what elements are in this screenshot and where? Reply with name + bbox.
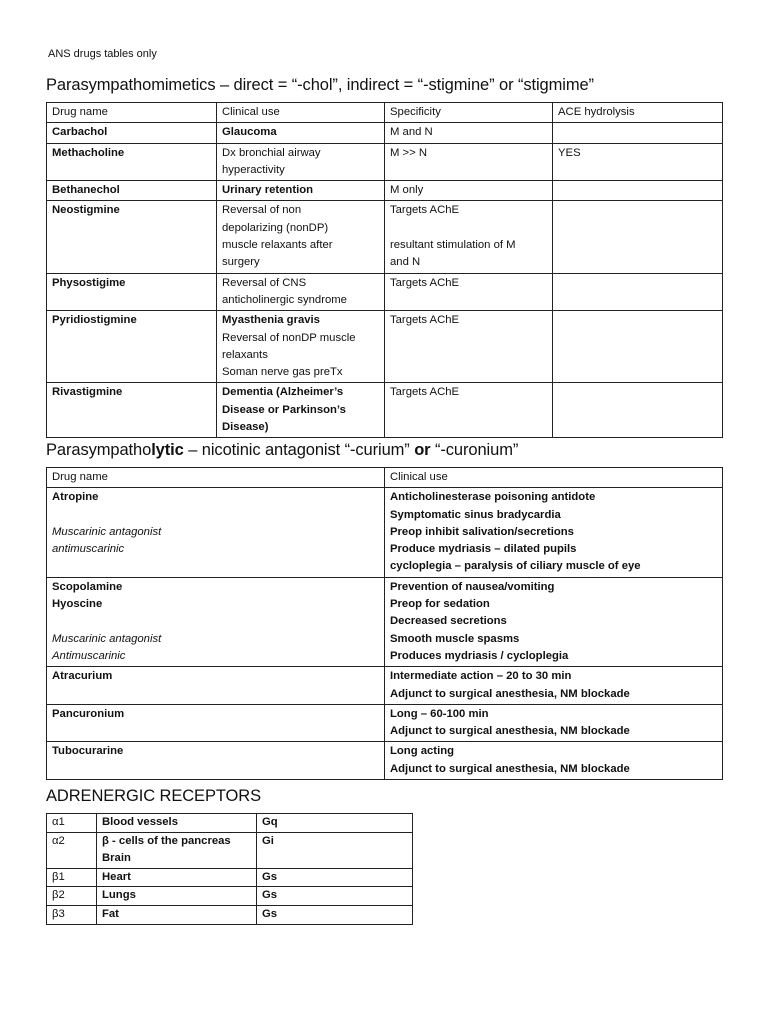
- ace-hydrolysis: [553, 123, 723, 143]
- drug-name: Tubocurarine: [47, 742, 385, 780]
- table-row: [47, 814, 413, 833]
- g-protein: Gs: [257, 887, 413, 906]
- drug-name: Carbachol: [47, 123, 217, 143]
- clinical-use: Myasthenia gravis Reversal of nonDP muscle relaxants Soman nerve gas preTx: [217, 311, 385, 383]
- g-protein: Gq: [257, 814, 413, 833]
- clinical-use: Glaucoma: [217, 123, 385, 143]
- drug-name: Neostigmine: [47, 201, 217, 273]
- table-row: [47, 905, 413, 924]
- table-row: [47, 742, 723, 780]
- ace-hydrolysis: [553, 311, 723, 383]
- table-row: [47, 704, 723, 742]
- drug-name: Pyridiostigmine: [47, 311, 217, 383]
- location: Lungs: [97, 887, 257, 906]
- table-row: [47, 143, 723, 181]
- drug-name: Physostigime: [47, 273, 217, 311]
- clinical-use: Reversal of CNS anticholinergic syndrome: [217, 273, 385, 311]
- receptor: α2: [47, 832, 97, 868]
- adrenergic-receptors-table: [46, 813, 413, 925]
- clinical-use: Long – 60-100 min Adjunct to surgical anesthesia, NM blockade: [385, 704, 723, 742]
- specificity: M >> N: [385, 143, 553, 181]
- g-protein: Gs: [257, 868, 413, 887]
- table-row: [47, 868, 413, 887]
- ace-hydrolysis: YES: [553, 143, 723, 181]
- drug-name: Bethanechol: [47, 181, 217, 201]
- header-clinical-use: Clinical use: [385, 468, 723, 488]
- specificity: M only: [385, 181, 553, 201]
- receptor: β1: [47, 868, 97, 887]
- table-row: [47, 181, 723, 201]
- table-row: [47, 887, 413, 906]
- location: Heart: [97, 868, 257, 887]
- table-header-row: [47, 468, 723, 488]
- section1-title: Parasympathomimetics – direct = “-chol”, indirect = “-stigmine” or “stigmime”: [46, 76, 594, 94]
- clinical-use: Prevention of nausea/vomiting Preop for sedation Decreased secretions Smooth muscle spasms Produces mydriasis / cycloplegia: [385, 577, 723, 666]
- document-caption: ANS drugs tables only: [48, 48, 157, 60]
- specificity: Targets AChE resultant stimulation of M and N: [385, 201, 553, 273]
- section2-title: Parasympatholytic – nicotinic antagonist “-curium” or “-curonium”: [46, 441, 519, 459]
- drug-name: Methacholine: [47, 143, 217, 181]
- section3-title: ADRENERGIC RECEPTORS: [46, 787, 261, 805]
- parasympathomimetics-table: [46, 102, 723, 438]
- ace-hydrolysis: [553, 273, 723, 311]
- ace-hydrolysis: [553, 181, 723, 201]
- parasympatholytics-table: [46, 467, 723, 780]
- clinical-use: Urinary retention: [217, 181, 385, 201]
- table-row: [47, 123, 723, 143]
- clinical-use: Dx bronchial airway hyperactivity: [217, 143, 385, 181]
- location: Blood vessels: [97, 814, 257, 833]
- clinical-use: Long acting Adjunct to surgical anesthesia, NM blockade: [385, 742, 723, 780]
- table-row: [47, 667, 723, 705]
- header-specificity: Specificity: [385, 103, 553, 123]
- clinical-use: Reversal of non depolarizing (nonDP) muscle relaxants after surgery: [217, 201, 385, 273]
- ace-hydrolysis: [553, 383, 723, 438]
- header-ace-hydrolysis: ACE hydrolysis: [553, 103, 723, 123]
- header-drug-name: Drug name: [47, 468, 385, 488]
- table-row: [47, 832, 413, 868]
- specificity: Targets AChE: [385, 311, 553, 383]
- g-protein: Gi: [257, 832, 413, 868]
- specificity: Targets AChE: [385, 383, 553, 438]
- specificity: Targets AChE: [385, 273, 553, 311]
- clinical-use: Dementia (Alzheimer’s Disease or Parkinson’s Disease): [217, 383, 385, 438]
- receptor: β3: [47, 905, 97, 924]
- location: β - cells of the pancreas Brain: [97, 832, 257, 868]
- ace-hydrolysis: [553, 201, 723, 273]
- drug-name: Pancuronium: [47, 704, 385, 742]
- g-protein: Gs: [257, 905, 413, 924]
- table-row: [47, 201, 723, 273]
- table-row: [47, 383, 723, 438]
- drug-name: Atracurium: [47, 667, 385, 705]
- clinical-use: Anticholinesterase poisoning antidote Symptomatic sinus bradycardia Preop inhibit salivation/secretions Produce mydriasis – dilated pupils cycloplegia – paralysis of ciliary muscle of eye: [385, 488, 723, 577]
- table-row: [47, 273, 723, 311]
- table-row: [47, 311, 723, 383]
- drug-name: Atropine Muscarinic antagonist antimuscarinic: [47, 488, 385, 577]
- table-header-row: [47, 103, 723, 123]
- drug-name: Scopolamine Hyoscine Muscarinic antagonist Antimuscarinic: [47, 577, 385, 666]
- table-row: [47, 577, 723, 666]
- header-clinical-use: Clinical use: [217, 103, 385, 123]
- location: Fat: [97, 905, 257, 924]
- drug-name: Rivastigmine: [47, 383, 217, 438]
- specificity: M and N: [385, 123, 553, 143]
- clinical-use: Intermediate action – 20 to 30 min Adjunct to surgical anesthesia, NM blockade: [385, 667, 723, 705]
- header-drug-name: Drug name: [47, 103, 217, 123]
- receptor: α1: [47, 814, 97, 833]
- table-row: [47, 488, 723, 577]
- receptor: β2: [47, 887, 97, 906]
